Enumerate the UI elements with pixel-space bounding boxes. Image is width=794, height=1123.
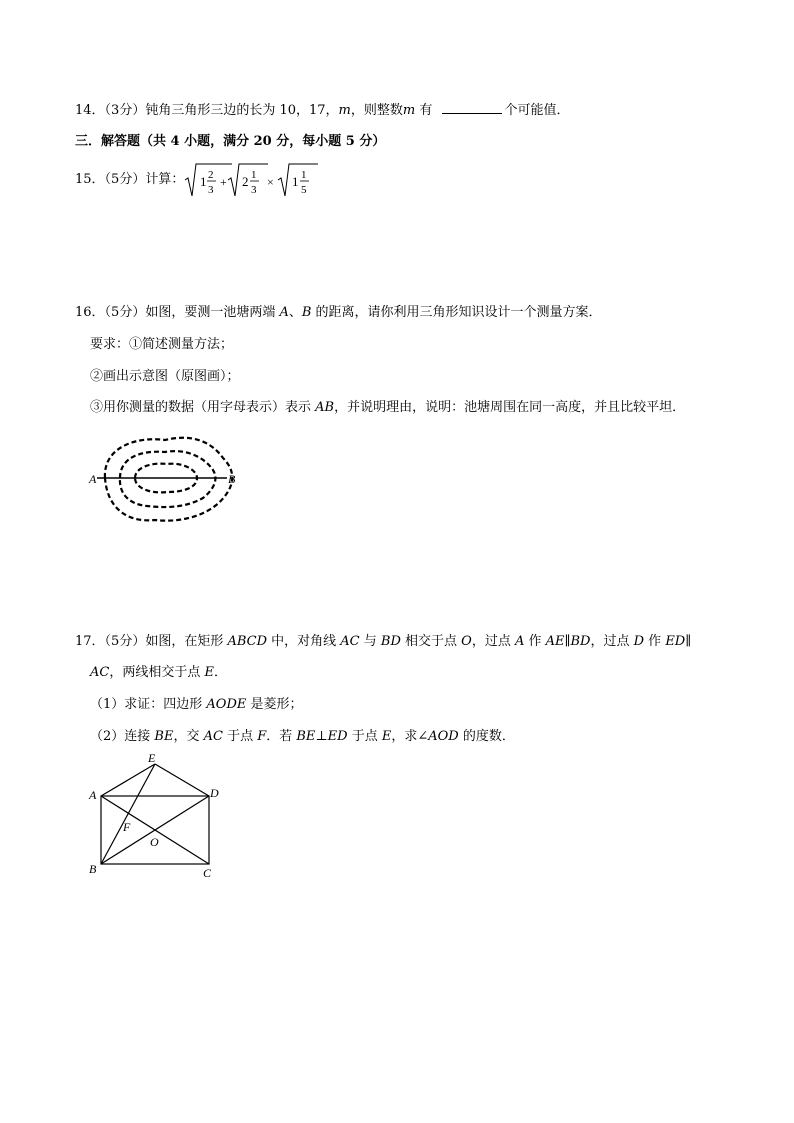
q15-prefix: 15．（5分）计算： (75, 172, 185, 187)
question-14 (75, 101, 569, 121)
q16-requirement-2: ②画出示意图（原图画）； (90, 369, 240, 384)
q17-part-2 (90, 727, 515, 747)
segment-ed (155, 764, 209, 796)
q17-part1-a: （1）求证：四边形 (90, 697, 207, 712)
term3-num: 1 (301, 169, 307, 181)
q17-ae-bd: AE∥BD (545, 634, 591, 649)
q17-part2-c: 于点 (222, 729, 258, 744)
q17-text-1a: 17．（5分）如图，在矩形 (75, 634, 228, 649)
q17-text-1f: 作 (524, 634, 546, 649)
term1-den: 3 (208, 184, 214, 196)
q17-part-1 (90, 695, 303, 715)
q17-part2-e: 于点 (347, 729, 382, 744)
term1-num: 2 (208, 169, 214, 181)
times-sign: × (267, 175, 274, 189)
q17-ac-2: AC (90, 665, 110, 680)
q16-requirement-1: 要求：①简述测量方法； (90, 337, 234, 352)
rect-label-o: O (150, 835, 159, 849)
q14-var-m2: m (402, 103, 416, 118)
term2-den: 3 (251, 184, 257, 196)
q17-text-1c: 与 (359, 634, 381, 649)
q16-point-a: A (279, 305, 289, 320)
q17-be: BE (154, 729, 174, 744)
q17-text-2c: ． (213, 665, 227, 680)
q17-text-1h: 作 (644, 634, 666, 649)
question-17-line-1 (75, 632, 691, 652)
q17-text-1d: 相交于点 (400, 634, 462, 649)
q17-d: D (633, 634, 645, 649)
q14-suffix-before: 有 (415, 103, 437, 118)
question-17-line-2 (90, 663, 227, 683)
q16-text-a: 16．（5分）如图，要测一池塘两端 (75, 305, 280, 320)
q17-bd: BD (380, 634, 401, 649)
term3-whole: 1 (292, 174, 299, 189)
q17-o: O (461, 634, 472, 649)
term3-den: 5 (301, 184, 307, 196)
plus-sign: + (220, 175, 227, 189)
pond-outline-outer (105, 438, 232, 521)
rect-label-a: A (89, 788, 97, 802)
q14-suffix-after: 个可能值． (504, 103, 570, 118)
q17-text-1g: ，过点 (590, 634, 634, 649)
q17-ed: ED∥ (665, 634, 692, 649)
q14-answer-blank[interactable] (442, 101, 502, 114)
q17-ac: AC (340, 634, 360, 649)
q17-text-1e: ，过点 (471, 634, 515, 649)
q16-sep: 、 (288, 305, 302, 320)
q17-f: F (257, 729, 267, 744)
rect-label-e: E (148, 751, 156, 765)
q17-abcd: ABCD (227, 634, 268, 649)
q17-text-1b: 中，对角线 (267, 634, 341, 649)
q17-part2-a: （2）连接 (90, 729, 155, 744)
rect-label-c: C (203, 866, 212, 880)
pond-label-b: B (228, 472, 236, 486)
q17-text-2b: ，两线相交于点 (109, 665, 205, 680)
q16-req3-ab: AB (315, 400, 335, 415)
q15-expression (182, 158, 332, 202)
q14-mid: ，则整数 (350, 103, 403, 118)
rect-label-b: B (89, 862, 97, 876)
q17-part1-b: 是菱形； (246, 697, 303, 712)
segment-be (101, 764, 155, 864)
pond-figure (85, 428, 245, 528)
q17-e-2: E (381, 729, 392, 744)
pond-label-a: A (89, 472, 97, 486)
q17-aode: AODE (206, 697, 247, 712)
q17-part2-g: 的度数． (458, 729, 515, 744)
term2-whole: 2 (242, 174, 249, 189)
q17-ac-3: AC (203, 729, 223, 744)
q17-part2-d: ．若 (266, 729, 297, 744)
q17-part2-b: ，交 (173, 729, 204, 744)
q16-point-b: B (301, 305, 312, 320)
q17-be-perp-ed: BE⊥ED (296, 729, 348, 744)
q17-e: E (204, 665, 214, 680)
q17-a: A (514, 634, 525, 649)
question-16-line-1 (75, 303, 602, 323)
rectangle-figure (85, 750, 230, 880)
q14-var-m: m (338, 103, 351, 118)
q16-req3-b: ，并说明理由，说明：池塘周围在同一高度，并且比较平坦． (334, 400, 686, 415)
q17-part2-f: ，求∠ (391, 729, 429, 744)
q14-prefix: 14．（3分）钝角三角形三边的长为 10，17， (75, 103, 339, 118)
rect-label-d: D (210, 786, 219, 800)
q16-text-b: 的距离，请你利用三角形知识设计一个测量方案． (311, 305, 602, 320)
rect-label-f: F (123, 820, 131, 834)
q16-requirement-3 (90, 398, 685, 418)
q16-req3-a: ③用你测量的数据（用字母表示）表示 (90, 400, 316, 415)
term2-num: 1 (251, 169, 257, 181)
section-3-heading: 三．解答题（共 4 小题，满分 20 分，每小题 5 分） (75, 134, 386, 149)
term1-whole: 1 (200, 174, 207, 189)
q17-aod: AOD (428, 729, 459, 744)
